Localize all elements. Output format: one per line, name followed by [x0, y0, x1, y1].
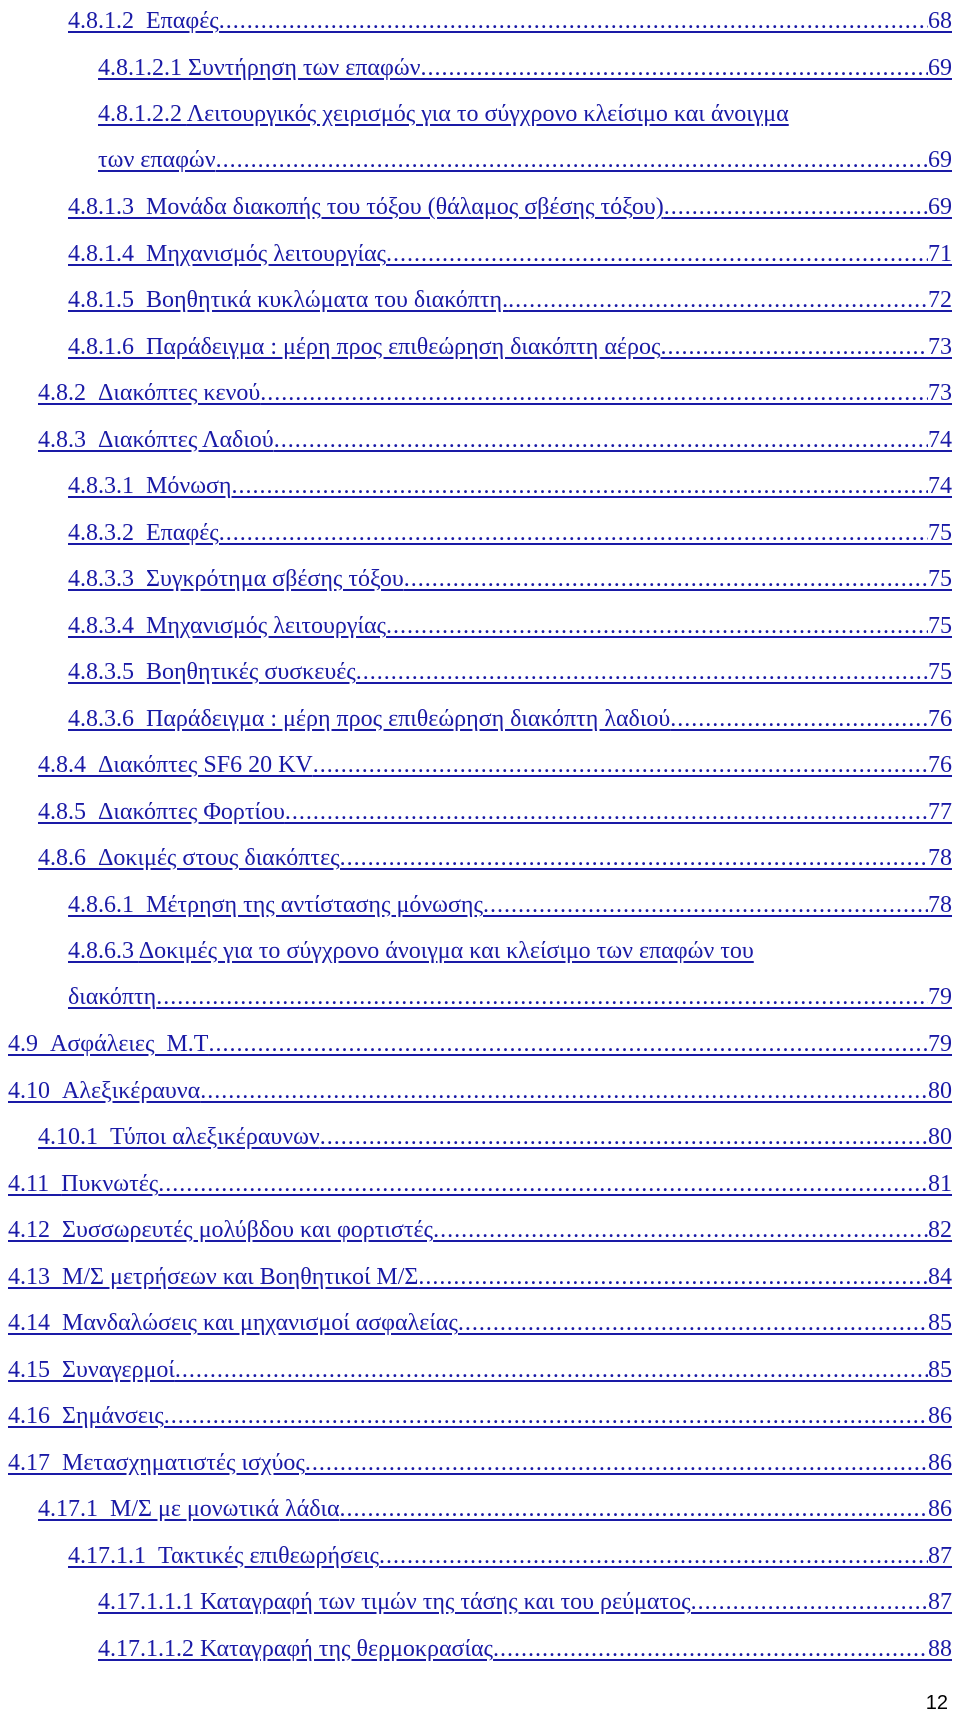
toc-entry-first-line — [68, 936, 952, 966]
toc-entry-title: Μανδαλώσεις και μηχανισμοί ασφαλείας — [62, 1310, 458, 1336]
toc-entry-title: Βοηθητικά κυκλώματα του διακόπτη. — [146, 287, 509, 313]
toc-entry[interactable] — [8, 1355, 952, 1385]
toc-entry[interactable] — [68, 890, 952, 920]
dot-leader — [216, 145, 928, 175]
toc-entry-title: Μόνωση — [146, 473, 232, 499]
dot-leader — [313, 750, 928, 780]
toc-entry-title: Διακόπτες κενού — [98, 380, 261, 406]
dot-leader — [420, 53, 928, 83]
toc-entry-title-first: Δοκιμές για το σύγχρονο άνοιγμα και κλείσιμο των επαφών του — [138, 938, 754, 964]
toc-entry-page: 76 — [928, 752, 952, 778]
toc-entry-page: 86 — [928, 1449, 952, 1476]
toc-entry[interactable] — [68, 611, 952, 641]
toc-entry[interactable] — [98, 53, 952, 83]
toc-entry-number: 4.15 — [8, 1356, 62, 1383]
toc-entry-page: 85 — [928, 1356, 952, 1383]
toc-entry-number: 4.8.3.2 — [68, 519, 146, 546]
dot-leader — [433, 1215, 928, 1245]
toc-entry-title: Συναγερμοί — [62, 1356, 175, 1383]
toc-entry-number: 4.8.1.4 — [68, 240, 146, 267]
toc-entry-title: Επαφές — [146, 519, 219, 546]
toc-entry-page: 73 — [928, 380, 952, 406]
toc-entry[interactable] — [38, 425, 952, 455]
toc-entry-number: 4.8.3.4 — [68, 612, 146, 639]
toc-entry-title: Διακόπτες Λαδιού — [98, 426, 274, 453]
toc-entry-page: 72 — [928, 287, 952, 313]
toc-entry-first-line — [98, 99, 952, 129]
toc-entry-page: 81 — [928, 1170, 952, 1197]
toc-entry-title: Σημάνσεις — [62, 1403, 164, 1429]
dot-leader — [219, 6, 928, 36]
dot-leader — [340, 1494, 928, 1524]
toc-entry-number: 4.17.1.1 — [68, 1542, 158, 1569]
toc-entry-title: Μονάδα διακοπής του τόξου (θάλαμος σβέσης τόξου) — [146, 194, 664, 220]
toc-entry[interactable] — [38, 750, 952, 780]
toc-entry-number: 4.11 — [8, 1170, 62, 1197]
toc-entry-number: 4.12 — [8, 1217, 62, 1243]
toc-entry-number: 4.16 — [8, 1403, 62, 1429]
dot-leader — [285, 797, 928, 827]
toc-entry[interactable] — [38, 1122, 952, 1152]
toc-entry-page: 80 — [928, 1077, 952, 1104]
dot-leader — [200, 1076, 928, 1106]
dot-leader — [274, 425, 928, 455]
toc-entry-title: Επαφές — [146, 8, 219, 34]
dot-leader — [320, 1122, 928, 1152]
toc-entry-title: Βοηθητικές συσκευές — [146, 659, 356, 685]
toc-entry-title: Διακόπτες SF6 20 KV — [98, 752, 313, 778]
toc-entry-number: 4.8.3.6 — [68, 705, 146, 732]
dot-leader — [386, 611, 928, 641]
dot-leader — [305, 1448, 928, 1478]
toc-entry[interactable] — [68, 704, 952, 734]
toc-entry-number: 4.14 — [8, 1310, 62, 1336]
toc-entry-page: 75 — [928, 566, 952, 592]
dot-leader — [379, 1541, 928, 1571]
toc-entry-number: 4.8.1.2.1 — [98, 54, 188, 81]
toc-entry-title: Τακτικές επιθεωρήσεις — [158, 1542, 379, 1569]
dot-leader — [691, 1587, 928, 1617]
dot-leader — [458, 1308, 928, 1338]
toc-entry-page: 78 — [928, 891, 952, 918]
toc-entry-page: 86 — [928, 1496, 952, 1522]
toc-entry-page: 75 — [928, 659, 952, 685]
toc-entry-number: 4.8.5 — [38, 798, 98, 825]
toc-entry-number: 4.8.3 — [38, 426, 98, 453]
toc-entry[interactable] — [8, 1262, 952, 1292]
toc-entry-number: 4.8.1.5 — [68, 287, 146, 313]
toc-entry-title: Τύποι αλεξικέραυνων — [110, 1124, 320, 1150]
dot-leader — [208, 1029, 928, 1059]
toc-entry-page: 86 — [928, 1403, 952, 1429]
toc-entry-number: 4.9 — [8, 1031, 50, 1057]
toc-entry-page: 87 — [928, 1589, 952, 1615]
toc-entry-number: 4.17.1 — [38, 1496, 110, 1522]
toc-entry-number: 4.8.1.2.2 — [98, 101, 182, 127]
toc-entry-number: 4.10 — [8, 1077, 62, 1104]
dot-leader — [386, 239, 928, 269]
toc-entry-title-first: Λειτουργικός χειρισμός για το σύγχρονο κλείσιμο και άνοιγμα — [186, 101, 789, 127]
toc-entry-page: 69 — [928, 147, 952, 173]
toc-entry-title: διακόπτη — [68, 984, 157, 1010]
dot-leader — [156, 982, 928, 1012]
toc-entry[interactable] — [38, 843, 952, 873]
toc-entry-number: 4.8.3.1 — [68, 473, 146, 499]
toc-entry-title: Καταγραφή των τιμών της τάσης και του ρεύματος — [200, 1589, 691, 1615]
dot-leader — [670, 704, 928, 734]
toc-entry-number: 4.8.4 — [38, 752, 98, 778]
toc-entry-title: Ασφάλειες Μ.Τ — [50, 1031, 209, 1057]
toc-entry-title: Μ/Σ μετρήσεων και Βοηθητικοί Μ/Σ — [62, 1263, 419, 1290]
toc-entry-number: 4.8.6.1 — [68, 891, 146, 918]
toc-entry-page: 68 — [928, 8, 952, 34]
toc-entry-page: 80 — [928, 1124, 952, 1150]
toc-entry-page: 73 — [928, 333, 952, 360]
toc-entry-title: Μ/Σ με μονωτικά λάδια — [110, 1496, 340, 1522]
toc-entry[interactable] — [98, 1587, 952, 1617]
toc-entry-page: 74 — [928, 473, 952, 499]
toc-entry[interactable] — [8, 1169, 952, 1199]
toc-entry-number: 4.17 — [8, 1449, 62, 1476]
toc-entry[interactable] — [98, 1634, 952, 1664]
toc-entry-page: 74 — [928, 426, 952, 453]
toc-entry[interactable] — [8, 1076, 952, 1106]
page-number: 12 — [925, 1692, 948, 1714]
toc-entry-page: 84 — [928, 1263, 952, 1290]
toc-entry[interactable] — [8, 1308, 952, 1338]
toc-entry[interactable] — [98, 99, 952, 175]
toc-entry-page: 85 — [928, 1310, 952, 1336]
toc-entry-title: Μηχανισμός λειτουργίας — [146, 612, 387, 639]
toc-entry-title: των επαφών — [98, 147, 216, 173]
toc-entry-page: 82 — [928, 1217, 952, 1243]
toc-entry[interactable] — [68, 657, 952, 687]
toc-entry-number: 4.10.1 — [38, 1124, 110, 1150]
dot-leader — [664, 192, 928, 222]
toc-entry[interactable] — [68, 936, 952, 1012]
toc-entry-title: Δοκιμές στους διακόπτες — [98, 845, 340, 871]
toc-entry-number: 4.8.1.2 — [68, 8, 146, 34]
toc-entry[interactable] — [68, 1541, 952, 1571]
toc-entry-page: 75 — [928, 612, 952, 639]
toc-entry-number: 4.8.6 — [38, 845, 98, 871]
dot-leader — [164, 1401, 928, 1431]
toc-entry[interactable] — [68, 471, 952, 501]
dot-leader — [356, 657, 928, 687]
dot-leader — [175, 1355, 928, 1385]
toc-entry[interactable] — [68, 6, 952, 36]
toc-entry[interactable] — [68, 518, 952, 548]
toc-entry-page: 79 — [928, 1031, 952, 1057]
toc-entry[interactable] — [8, 1029, 952, 1059]
toc-entry-number: 4.8.1.3 — [68, 194, 146, 220]
dot-leader — [418, 1262, 928, 1292]
toc-entry-number: 4.17.1.1.1 — [98, 1589, 200, 1615]
dot-leader — [260, 378, 928, 408]
toc-entry[interactable] — [38, 378, 952, 408]
toc-entry-title: Πυκνωτές — [61, 1170, 159, 1197]
toc-entry[interactable] — [38, 1494, 952, 1524]
dot-leader — [508, 285, 928, 315]
toc-entry-number: 4.8.3.3 — [68, 566, 146, 592]
dot-leader — [493, 1634, 928, 1664]
toc-entry[interactable] — [68, 332, 952, 362]
toc-entry-title: Αλεξικέραυνα — [62, 1077, 201, 1104]
toc-entry-title: Παράδειγμα : μέρη προς επιθεώρηση διακόπτη λαδιού — [146, 705, 671, 732]
toc-entry-page: 69 — [928, 194, 952, 220]
dot-leader — [231, 471, 928, 501]
dot-leader — [340, 843, 928, 873]
toc-entry[interactable] — [68, 239, 952, 269]
toc-entry-page: 76 — [928, 705, 952, 732]
toc-entry-number: 4.8.6.3 — [68, 938, 134, 964]
toc-entry-title: Συντήρηση των επαφών — [188, 54, 421, 81]
dot-leader — [483, 890, 928, 920]
toc-entry[interactable] — [8, 1215, 952, 1245]
toc-entry[interactable] — [38, 797, 952, 827]
toc-entry-title: Μηχανισμός λειτουργίας — [146, 240, 387, 267]
toc-entry-page: 79 — [928, 984, 952, 1010]
dot-leader — [158, 1169, 928, 1199]
toc-entry[interactable] — [8, 1448, 952, 1478]
toc-entry-number: 4.8.2 — [38, 380, 98, 406]
toc-entry-page: 69 — [928, 54, 952, 81]
toc-entry-page: 78 — [928, 845, 952, 871]
toc-entry-title: Συγκρότημα σβέσης τόξου — [146, 566, 404, 592]
toc-entry[interactable] — [8, 1401, 952, 1431]
toc-entry-title: Καταγραφή της θερμοκρασίας — [200, 1635, 494, 1662]
dot-leader — [404, 564, 928, 594]
toc-entry-title: Συσσωρευτές μολύβδου και φορτιστές — [62, 1217, 434, 1243]
toc-entry-title: Διακόπτες Φορτίου — [98, 798, 285, 825]
toc-entry-page: 71 — [928, 240, 952, 267]
dot-leader — [660, 332, 928, 362]
dot-leader — [219, 518, 928, 548]
toc-entry-title: Παράδειγμα : μέρη προς επιθεώρηση διακόπτη αέρος — [146, 333, 661, 360]
toc-entry-number: 4.17.1.1.2 — [98, 1635, 200, 1662]
toc-entry-number: 4.13 — [8, 1263, 62, 1290]
toc-entry[interactable] — [68, 192, 952, 222]
toc-entry-page: 77 — [928, 798, 952, 825]
toc-entry[interactable] — [68, 564, 952, 594]
toc-entry-title: Μέτρηση της αντίστασης μόνωσης — [146, 891, 483, 918]
toc-entry-number: 4.8.1.6 — [68, 333, 146, 360]
toc-entry-page: 87 — [928, 1542, 952, 1569]
toc-entry-title: Μετασχηματιστές ισχύος — [62, 1449, 305, 1476]
toc-entry-page: 75 — [928, 519, 952, 546]
toc-entry-page: 88 — [928, 1635, 952, 1662]
toc-entry-number: 4.8.3.5 — [68, 659, 146, 685]
toc-entry[interactable] — [68, 285, 952, 315]
